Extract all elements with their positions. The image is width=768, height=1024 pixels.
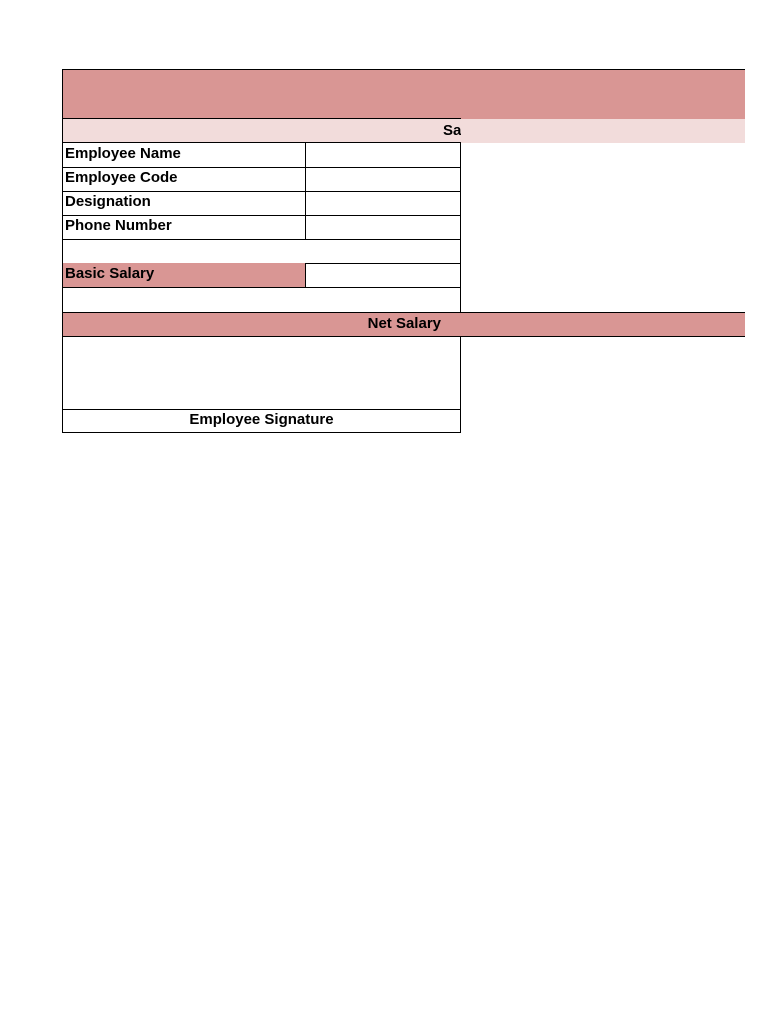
designation-label: Designation xyxy=(62,191,306,216)
subtitle-banner xyxy=(62,119,745,143)
phone-number-value[interactable] xyxy=(305,215,461,240)
employee-name-value[interactable] xyxy=(305,142,461,168)
basic-salary-label: Basic Salary xyxy=(62,263,306,288)
net-salary-label: Net Salary xyxy=(367,315,441,332)
subtitle-text: Sa xyxy=(443,122,461,139)
signature-area[interactable] xyxy=(62,336,461,410)
signature-label: Employee Signature xyxy=(62,409,461,433)
employee-name-label: Employee Name xyxy=(62,142,306,168)
spacer-row xyxy=(62,239,461,264)
title-banner xyxy=(62,69,745,119)
employee-code-label: Employee Code xyxy=(62,167,306,192)
employee-code-value[interactable] xyxy=(305,167,461,192)
phone-number-label: Phone Number xyxy=(62,215,306,240)
spacer-row-2 xyxy=(62,287,461,312)
basic-salary-value[interactable] xyxy=(305,263,461,288)
designation-value[interactable] xyxy=(305,191,461,216)
